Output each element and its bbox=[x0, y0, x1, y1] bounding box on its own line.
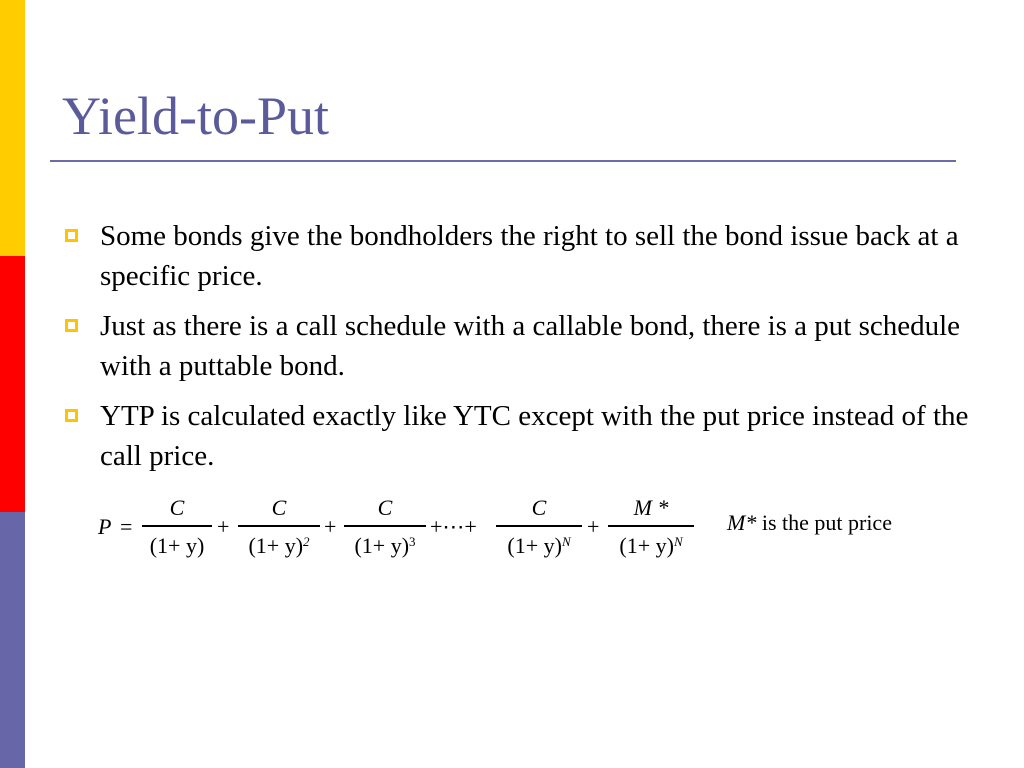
term-denominator: $(1+ y)^3$ bbox=[354, 533, 416, 558]
sidebar-band-purple bbox=[0, 512, 25, 768]
title-divider bbox=[50, 160, 956, 162]
bullet-text: YTP is calculated exactly like YTC except with the put price instead of the call price. bbox=[100, 400, 969, 472]
formula-term-1 bbox=[142, 494, 212, 564]
term-numerator: C bbox=[169, 495, 185, 520]
sidebar-band-yellow bbox=[0, 0, 25, 256]
sidebar-band-red bbox=[0, 256, 25, 512]
note-text: is the put price bbox=[756, 510, 892, 535]
formula-term-3 bbox=[344, 494, 426, 564]
term-denominator: $(1+ y)^N$ bbox=[507, 533, 571, 558]
formula-plus: + bbox=[217, 514, 230, 539]
term-numerator: C bbox=[377, 495, 393, 520]
bullet-list bbox=[62, 216, 1002, 486]
bullet-item bbox=[62, 306, 1002, 386]
term-denominator: (1+ y) bbox=[149, 533, 205, 558]
term-numerator: C bbox=[531, 495, 547, 520]
slide-title: Yield-to-Put bbox=[62, 86, 329, 146]
term-numerator: C bbox=[271, 495, 287, 520]
square-bullet-icon bbox=[65, 319, 78, 332]
formula-note bbox=[727, 510, 892, 536]
note-symbol: M* bbox=[727, 510, 757, 535]
term-numerator: M * bbox=[633, 495, 669, 520]
bullet-text: Some bonds give the bondholders the right to sell the bond issue back at a specific price. bbox=[100, 220, 959, 292]
formula-term-2 bbox=[238, 494, 320, 564]
bullet-item bbox=[62, 396, 1002, 476]
formula-ellipsis: +⋯+ bbox=[430, 514, 477, 539]
formula-lhs: P bbox=[98, 514, 112, 539]
sidebar-color-bands bbox=[0, 0, 25, 768]
fraction-bar bbox=[344, 525, 426, 527]
formula-plus: + bbox=[324, 514, 337, 539]
term-denominator: $(1+ y)^2$ bbox=[248, 533, 310, 558]
formula-term-principal bbox=[608, 494, 694, 564]
bullet-item bbox=[62, 216, 1002, 296]
term-denominator: $(1+ y)^N$ bbox=[619, 533, 683, 558]
fraction-bar bbox=[238, 525, 320, 527]
fraction-bar bbox=[608, 525, 694, 527]
formula-term-n bbox=[496, 494, 582, 564]
formula-plus: + bbox=[587, 514, 600, 539]
bullet-text: Just as there is a call schedule with a callable bond, there is a put schedule with a puttable bond. bbox=[100, 310, 961, 382]
square-bullet-icon bbox=[65, 229, 78, 242]
formula-equals: = bbox=[120, 514, 133, 539]
square-bullet-icon bbox=[65, 409, 78, 422]
fraction-bar bbox=[142, 525, 212, 527]
fraction-bar bbox=[496, 525, 582, 527]
